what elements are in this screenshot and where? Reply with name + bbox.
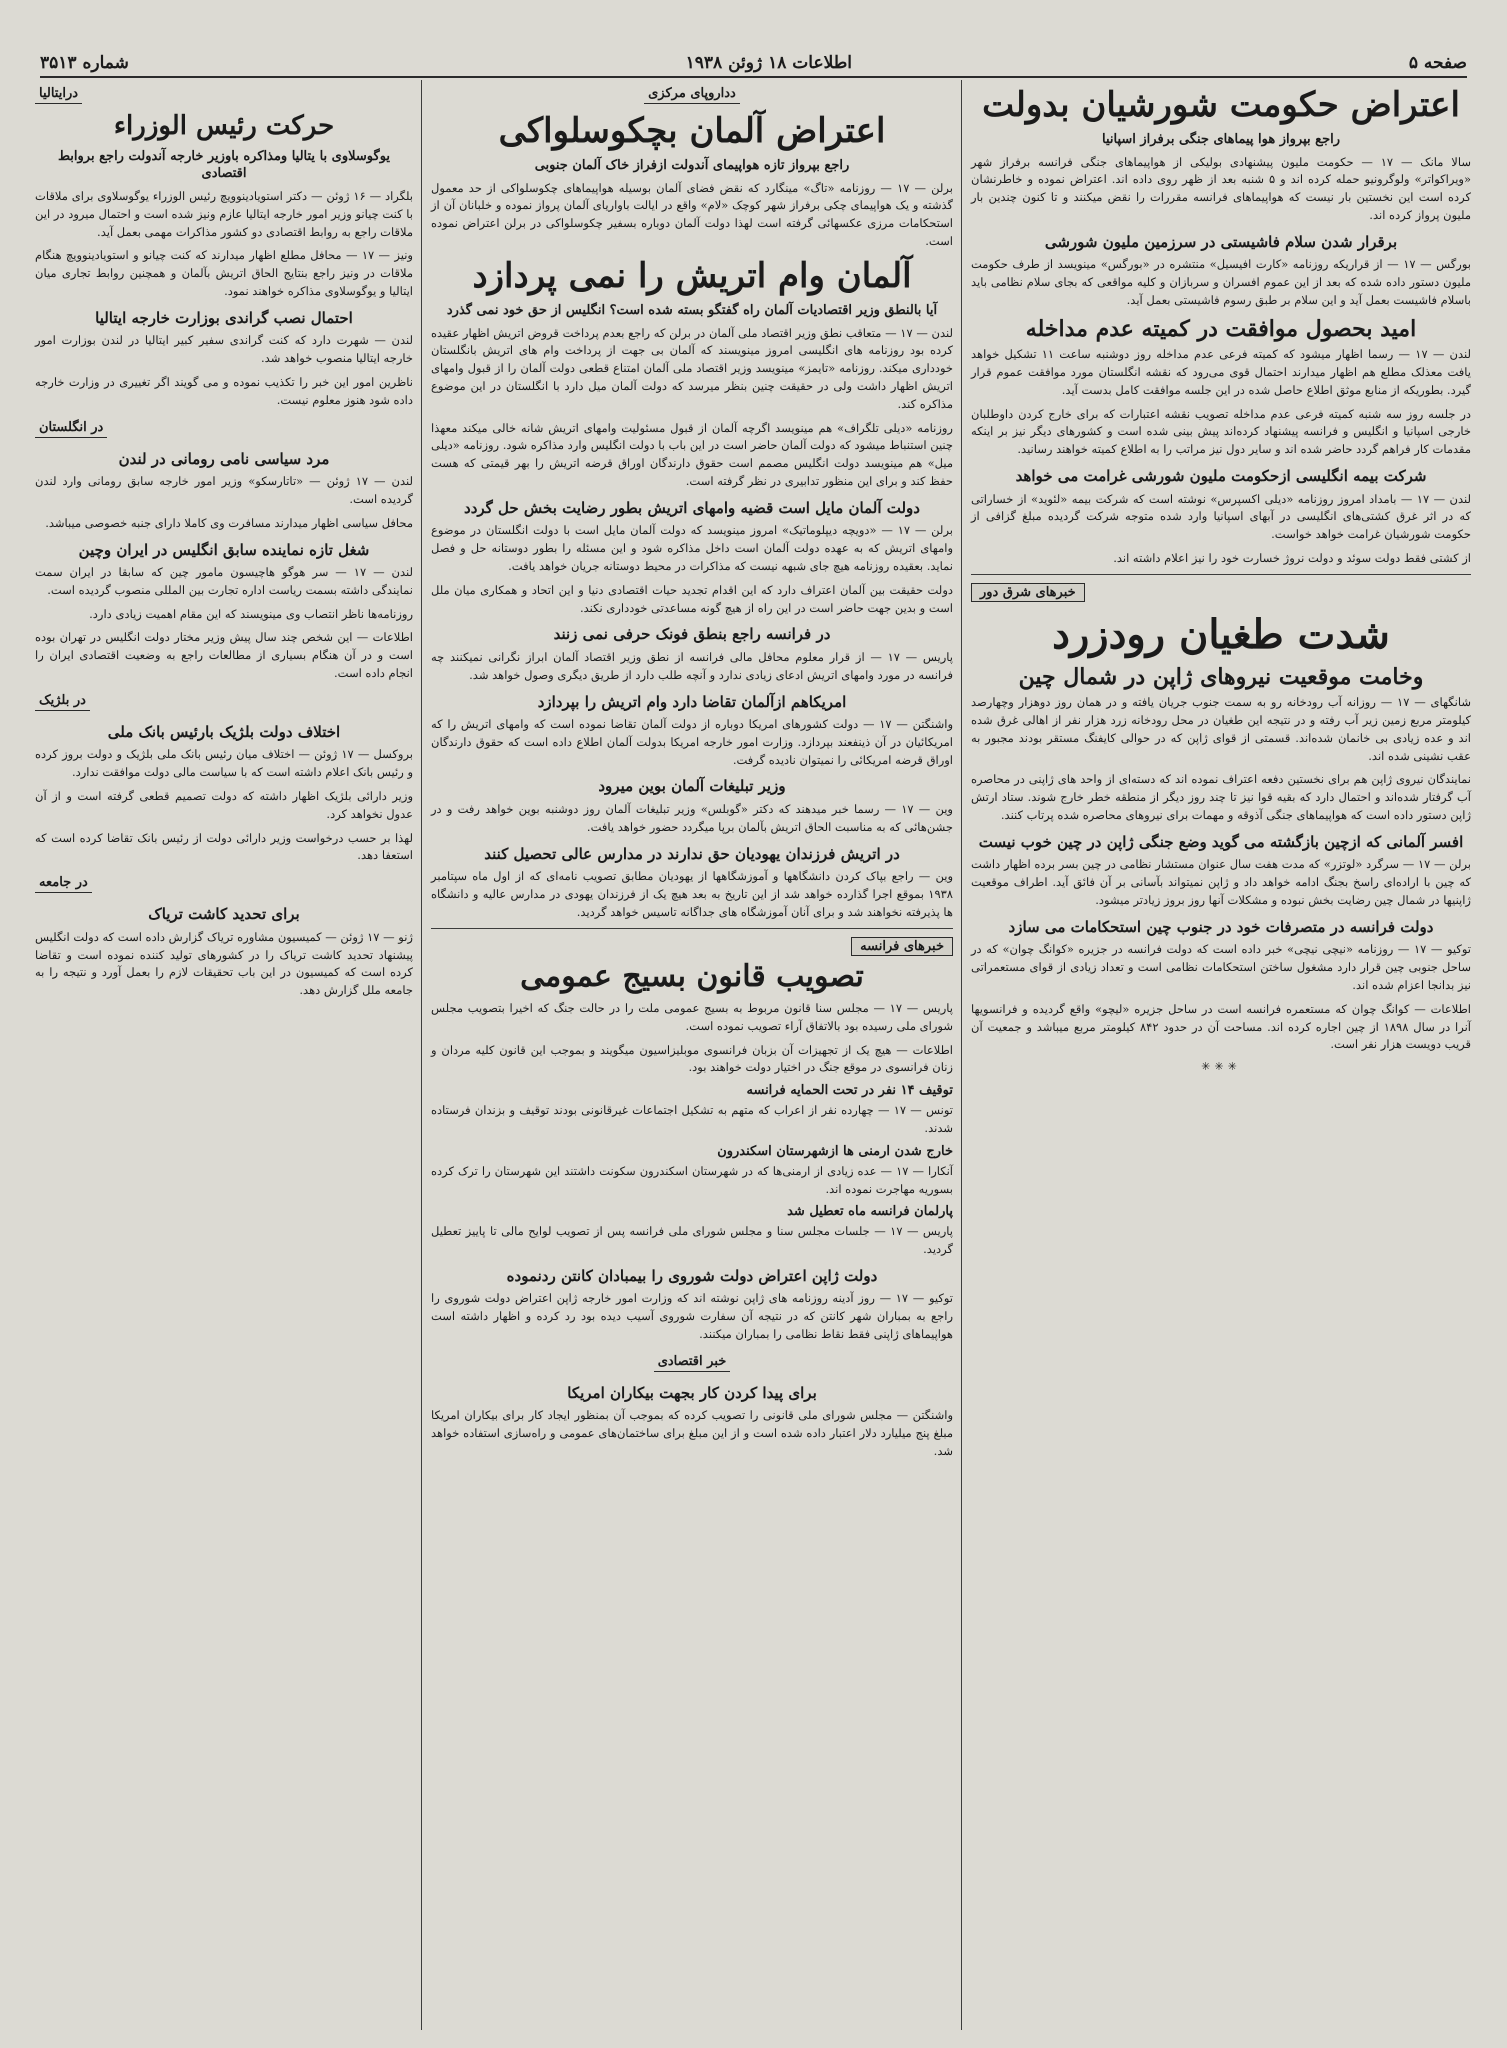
article-text: روزنامه «دیلی تلگراف» هم مینویسد اگرچه آلمان از قبول مسئولیت وامهای اتریش شانه خالی میکند معهذا چنین استنباط میشود که دولت آلمان حاضر است در این باب با دولت انگلیس وارد مذاکره شود. روزنامه «دیلی میل» هم مینویسد دولت انگلیس مصمم است حقوق دارندگان اوراق قرضه اتریش را بهر قیمتی که هست حفظ کند و برای این منظور تدابیری در نظر گرفته است. (431, 420, 953, 489)
divider (971, 574, 1471, 575)
article-text: اطلاعات — هیچ یک از تجهیزات آن بزبان فرانسوی موبلیزاسیون میگویند و بموجب این قانون کلیه مردان و زنان فرانسوی در موقع جنگ در اختیار دولت خواهند بود. (431, 1042, 953, 1075)
headline-insurance: شرکت بیمه انگلیسی ازحکومت ملیون شورشی غرامت می خواهد (1015, 467, 1427, 486)
article-text: برلن — ۱۷ — سرگرد «لوتزر» که مدت هفت سال عنوان مستشار نظامی در چین بسر برده اظهار داشت که چین با اراده‌ای راسخ بجنگ ادامه خواهد داد و ژاپن نمیتواند بآسانی بر آن فائق آید. اطراف موقعیت ژاپنیها در شمال چین رضایت بخش نبوده و مشکلات آنها روز بروز زیادتر میشود. (971, 857, 1471, 908)
article-text: از کشتی فقط دولت سوئد و دولت نروژ خسارت خود را نیز اعلام داشته اند. (1113, 551, 1471, 566)
article-text: ونیز — ۱۷ — محافل مطلع اظهار میدارند که کنت چیانو و استویادینوویچ هنگام ملاقات در ونیز راجع بنتایج الحاق اتریش بآلمان و همچنین روابط تجاری میان ایتالیا و یوگوسلاوی مذاکره خواهند نمود. (35, 248, 413, 299)
article-text: شانگهای — ۱۷ — روزانه آب رودخانه رو به سمت جنوب جریان یافته و در همان روز دوهزار وچهارصد کیلومتر مربع زمین زیر آب رفته و در نتیجه این طغیان در محل رودخانه زرد هزار نفر از اهالی غرق شده اند و عده زیادی بی خانمان شده‌اند. قسمتی از قوای ژاپن که در حوالی کایفنگ مستقر بودند مجبور به عقب نشینی شده اند. (971, 695, 1471, 763)
column-left (29, 82, 419, 2037)
headline-america-loans: امریکاهم ازآلمان تقاضا دارد وام اتریش را بپردازد (537, 692, 847, 711)
headline-jewish-students: در اتریش فرزندان یهودیان حق ندارند در مدارس عالی تحصیل کنند (484, 844, 900, 863)
article-text: پاریس — ۱۷ — جلسات مجلس سنا و مجلس شورای ملی فرانسه پس از تصویب لوایح مالی تا پاییز تعطیل گردید. (431, 1224, 953, 1257)
section-tag-economy: خبر اقتصادی (654, 1354, 731, 1372)
article-text: آنکارا — ۱۷ — عده زیادی از ارمنی‌ها که در شهرستان اسکندرون سکونت داشتند این شهرستان را ترک کرده بسوریه مهاجرت نموده اند. (431, 1163, 954, 1196)
headline-yellow-river: شدت طغیان رودزرد (1052, 610, 1390, 658)
headline-japan-soviet: دولت ژاپن اعتراض دولت شوروی را بیمبادان کانتن ردنموده (506, 1266, 878, 1285)
article-text: وین — ۱۷ — رسما خبر میدهند که دکتر «گوبلس» وزیر تبلیغات آلمان روز دوشنبه بوین خواهد رفت و در جشن‌هائی که به مناسبت الحاق اتریش بآلمان برپا میگردد حضور خواهد یافت. (431, 801, 953, 834)
article-text: دولت حقیقت بین آلمان اعتراف دارد که این اقدام تجدید حیات اقتصادی دنیا و این اتحاد و همکاری میان ملل است و بدین جهت حاضر است در این راه از هیچ گونه مساعدتی خودداری نکند. (431, 582, 953, 615)
headline-former-envoy: شغل تازه نماینده سابق انگلیس در ایران وچین (78, 540, 370, 559)
article-text: بروکسل — ۱۷ ژوئن — اختلاف میان رئیس بانک ملی بلژیک و دولت بروز کرده و رئیس بانک اعلام داشته است که با سیاست مالی دولت موافقت ندارد. (35, 747, 413, 780)
article-text: توکیو — ۱۷ — روزنامه «نیچی نیچی» خبر داده است که دولت فرانسه در جزیره «کوانگ چوان» که در ساحل جنوبی چین قرار دارد مشغول ساختن استحکامات نظامی است و تعداد زیادی از قوای مستعمراتی نیز بدانجا اعزام شده اند. (971, 942, 1472, 992)
section-tag-far-east: خبرهای شرق دور (971, 583, 1085, 602)
article-text: لندن — ۱۷ — رسما اظهار میشود که کمیته فرعی عدم مداخله روز دوشنبه ساعت ۱۱ تشکیل خواهد یافت معذلک مطلع هم اظهار میدارند احتمال قوی می‌رود که نقشه انگلستان مورد موافقت عموم قرار گیرد. بطوریکه از منابع موثق اطلاع حاصل شده در این جلسه موافقت کامل بدست آید. (971, 347, 1471, 397)
article-text: بلگراد — ۱۶ ژوئن — دکتر استویادینوویچ رئیس الوزراء یوگوسلاوی برای ملاقات با کنت چیانو وزیر امور خارجه ایتالیا عازم ونیز شده است و احتمال میرود در این ملاقات راجع به روابط اقتصادی دو کشور مذاکرات مهمی بعمل آید. (35, 188, 413, 239)
column-rule (421, 80, 422, 2030)
headline-nonintervention: امید بحصول موافقت در کمیته عدم مداخله (1025, 315, 1417, 342)
headline-germany-czech: اعتراض آلمان بچکوسلواکی (498, 111, 886, 151)
article-text: وزیر دارائی بلژیک اظهار داشته که دولت تصمیم قطعی گرفته است و از آن عدول نخواهد کرد. (35, 789, 413, 821)
column-rule (961, 80, 962, 2030)
article-text: ناظرین امور این خبر را تکذیب نموده و می گویند اگر تغییری در وزارت خارجه داده شود هنوز معلوم نیست. (35, 374, 413, 407)
divider (431, 928, 953, 929)
section-tag-france: خبرهای فرانسه (851, 937, 953, 956)
headline-parliament-recess: پارلمان فرانسه ماه تعطیل شد (787, 1204, 953, 1220)
issue-label: شماره ۳۵۱۳ (40, 53, 129, 73)
article-text: لندن — ۱۷ — متعاقب نطق وزیر اقتصاد ملی آلمان در برلن که راجع بعدم پرداخت قروض اتریش اظهار عقیده کرده بود روزنامه های انگلیسی امروز مینویسند که آلمان بی جهت از پرداخت وام های اتریش بانگلستان خودداری میکند. روزنامه «تایمز» مینویسد وزیر اقتصاد ملی آلمان امتناع قطعی دولت آلمان را از قبول وامهای اتریش اظهار داشت ولی در حقیقت چنین بنظر میرسد که دولت آلمان میل دارد با انگلستان در این موضوع مذاکره کند. (431, 325, 953, 411)
article-text: پاریس — ۱۷ — مجلس سنا قانون مربوط به بسیج عمومی ملت را در حالت جنگ که اخیرا بتصویب مجلس شورای ملی رسیده بود بالاتفاق آراء تصویب نموده است. (431, 1001, 954, 1033)
headline-french-fortifications: دولت فرانسه در متصرفات خود در جنوب چین استحکامات می سازد (1008, 917, 1434, 936)
article-text: نمایندگان نیروی ژاپن هم برای نخستین دفعه اعتراف نموده اند که دسته‌ای از واحد های ژاپنی در محاصره آب گرفتار شده‌اند و احتمال دارد که بقیه قوا نیز تا چند روز دیگر از منطقه خطر خارج شوند. ستاد ارتش ژاپن دستور داده است که هواپیماهای جنگی آذوقه و مهمات برای نیروهای محاصره شده پرتاب کنند. (971, 772, 1471, 823)
page-label: صفحه ۵ (1408, 53, 1467, 73)
article-text: توکیو — ۱۷ — روز آدینه روزنامه های ژاپن نوشته اند که وزارت امور خارجه ژاپن اعتراض دولت شوروی را راجع به بمباران شهر کانتن که در نتیجه آن سفارت شوروی آسیب دیده بود رد کرده و اظهار داشته است هواپیماهای ژاپنی فقط نقاط نظامی را بمباران میکنند. (431, 1291, 953, 1341)
article-text: واشنگتن — ۱۷ — دولت کشورهای امریکا دوباره از دولت آلمان تقاضا نموده است که وامهای اتریش را که امریکائیان در آن ذینفعند بپردازد. وزارت امور خارجه امریکا بدولت آلمان اطلاع داده است که حقوق دارندگان اوراق قرضه امریکائی را نمیتوان نادیده گرفت. (431, 717, 953, 767)
subhead-germany-czech: راجع بپرواز تازه هواپیمای آندولت ازفراز خاک آلمان جنوبی (534, 158, 850, 174)
article-text: اطلاعات — کوانگ چوان که مستعمره فرانسه است در ساحل جزیره «لیچو» واقع گردیده و فرانسویها آنرا در سال ۱۸۹۸ از چین اجاره کرده اند. مساحت آن در حدود ۸۴۲ کیلومتر مربع میباشد و جمعیت آن قریب دویست هزار نفر است. (971, 1001, 1471, 1052)
date-line: اطلاعات ۱۸ ژوئن ۱۹۳۸ (685, 53, 853, 73)
subhead-rebels: راجع بپرواز هوا پیماهای جنگی برفراز اسپانیا (1101, 132, 1340, 148)
headline-belgian-bank: اختلاف دولت بلژیک بارئیس بانک ملی (107, 722, 341, 741)
article-text: لهذا بر حسب درخواست وزیر دارائی دولت از رئیس بانک تقاضا کرده است که استعفا دهد. (35, 830, 413, 863)
article-text: برلن — ۱۷ — «دویچه دیپلوماتیک» امروز مینویسد که دولت آلمان مایل است با دولت انگلستان در موضوع وامهای اتریش که به عهده دولت آلمان است داخل مذاکره شود و این مسئله را بطور دوستانه حل و فصل نماید. بعقیده روزنامه هیچ جای شبهه نیست که مذاکرات در محیط دوستانه جریان خواهد یافت. (431, 523, 953, 573)
article-text: وین — راجع بپاک کردن دانشگاهها و آموزشگاهها از یهودیان مطابق تصویب نامه‌ای که از اول ماه سپتامبر ۱۹۳۸ بموقع اجرا گذارده خواهد شد از این تاریخ به بعد هیچ یک از فرزندان یهودی در مدارس عالیه و دانشگاه ها پذیرفته نخواهند شد و برای آنان آموزشگاه های جداگانه تاسیس خواهد گردید. (431, 869, 953, 919)
article-text: سالا مانک — ۱۷ — حکومت ملیون پیشنهادی بولیکی از هواپیماهای جنگی فرانسه برفراز شهر «ویراکواتر» ولوگرونیو حمله کرده اند و ۵ شنبه بعد از ظهر روی داده اند. اعتراض نموده و خاطرنشان کرده است این نخستین بار نیست که هواپیماهای فرانسه مقررات را نقض میکنند و تا کنون چندین بار ملیون پرواز کرده اند. (971, 154, 1471, 223)
article-text: لندن — ۱۷ — بامداد امروز روزنامه «دیلی اکسپرس» نوشته است که شرکت بیمه «لئوید» از خساراتی که در اثر غرق کشتی‌های انگلیسی در آبهای اسپانیا وارد شده متوجه شرکت گردیده مبلغ گزافی از حکومت شورشیان غرامت خواهد خواست. (971, 491, 1471, 542)
section-tag-italy: درایتالیا (35, 86, 82, 104)
subhead-austria-loans: آیا بالنطق وزیر اقتصادیات آلمان راه گفتگو بسته شده است؟ انگلیس از حق خود نمی گذرد (446, 302, 938, 318)
headline-germany-wants-settlement: دولت آلمان مایل است قضیه وامهای اتریش بطور رضایت بخش حل گردد (464, 498, 920, 517)
headline-german-officer: افسر آلمانی که ازچین بازگشته می گوید وضع جنگی ژاپن در چین خوب نیست (978, 832, 1464, 851)
headline-tunis-arrests: توقیف ۱۴ نفر در تحت الحمایه فرانسه (746, 1083, 953, 1099)
headline-france-funk: در فرانسه راجع بنطق فونک حرفی نمی زنند (553, 625, 831, 644)
article-text: اطلاعات — این شخص چند سال پیش وزیر مختار دولت انگلیس در تهران بوده است و در آن هنگام بسیاری از مطالعات راجع به وضعیت اقتصادی ایران را انجام داده است. (35, 630, 413, 681)
article-text: در جلسه روز سه شنبه کمیته فرعی عدم مداخله تصویب نقشه اعتبارات که برای خارج کردن داوطلبان خارجی اسپانیا و انگلیس و فرانسه پیشنهاد کرده‌اند پیش بینی شده است و کشورهای دیگر نیز بر اینکه مقدمات کار فراهم گردد حاضر شده اند و سایر دول نیز مراتب را به اطلاع کمیته خواهند رسانید. (971, 406, 1471, 457)
article-text: لندن — ۱۷ — سر هوگو هاچیسون مامور چین که سابقا در ایران سمت نمایندگی داشته بسمت ریاست اداره تجارت بین المللی منصوب گردیده است. (35, 565, 413, 597)
masthead (40, 50, 1467, 78)
article-text: برلن — ۱۷ — روزنامه «تاگ» مینگارد که نقض فضای آلمان بوسیله هواپیماهای چکوسلواکی از حد معمول گذشته و یک هواپیمای چکی برفراز شهر کوچک «لام» واقع در ایالت باواریای آلمان پرواز نموده و خلبانان آن از استحکامات مرزی عکسهائی گرفته است لهذا دولت آلمان دوباره بسفیر چکوسلواکی در برلن اعتراض نموده است. (431, 180, 953, 249)
article-text: بورگس — ۱۷ — از قراریکه روزنامه «کارت افیسیل» منتشره در «بورگس» مینویسد از طرف حکومت ملیون دستور داده شده که بعد از این عموم افسران و سربازان و کلیه مواقعی که بجای سلام نظامی باید باسلام فاشیست بعمل آید و این سلام بر طبق رسوم فاشیستی بعمل آید. (971, 257, 1471, 308)
article-text: پاریس — ۱۷ — از قرار معلوم محافل مالی فرانسه از نطق وزیر اقتصاد آلمان ابراز نگرانی نمیکنند چه فرانسه در مورد وامهای اتریش ادعای زیادی ندارد و آنچه طلب دارد از طریق دیگری وصول خواهد شد. (431, 649, 953, 682)
headline-romanian: مرد سیاسی نامی رومانی در لندن (118, 449, 330, 468)
column-middle (425, 82, 959, 2037)
headline-armenians: خارج شدن ارمنی ها ازشهرستان اسکندرون (717, 1143, 953, 1159)
subhead-japan-north-china: وخامت موقعیت نیروهای ژاپن در شمال چین (1018, 663, 1424, 690)
headline-prime-minister: حرکت رئیس الوزراء (113, 111, 335, 141)
subhead-yugoslavia: یوگوسلاوی با یتالیا ومذاکره باوزیر خارجه آندولت راجع بروابط اقتصادی (57, 148, 391, 182)
headline-unemployed: برای پیدا کردن کار بجهت بیکاران امریکا (567, 1383, 817, 1402)
article-text: روزنامه‌ها ناظر انتصاب وی مینویسند که این مقام اهمیت زیادی دارد. (89, 606, 413, 621)
headline-austria-loans: آلمان وام اتریش را نمی پردازد (472, 255, 912, 296)
ornament: ✳✳✳ (1201, 1060, 1241, 1074)
headline-goebbels: وزیر تبلیغات آلمان بوین میرود (598, 777, 786, 796)
article-text: تونس — ۱۷ — چهارده نفر از اعراب که متهم به تشکیل اجتماعات غیرقانونی بودند توقیف و بزندان فرستاده شدند. (431, 1103, 953, 1135)
column-right (965, 82, 1477, 2037)
headline-grandi: احتمال نصب گراندی بوزارت خارجه ایتالیا (95, 308, 353, 327)
article-text: لندن — شهرت دارد که کنت گراندی سفیر کبیر ایتالیا در لندن بوزارت امور خارجه ایتالیا منصوب خواهد شد. (35, 333, 413, 366)
article-text: محافل سیاسی اظهار میدارند مسافرت وی کاملا دارای جنبه خصوصی میباشد. (45, 515, 413, 530)
headline-rebels-protest: اعتراض حکومت شورشیان بدولت (982, 85, 1460, 125)
section-tag-league: در جامعه (35, 875, 92, 893)
headline-fascist-salute: برقرار شدن سلام فاشیستی در سرزمین ملیون شورشی (1044, 232, 1398, 251)
article-text: لندن — ۱۷ ژوئن — «تاتارسکو» وزیر امور خارجه سابق رومانی وارد لندن گردیده است. (35, 474, 413, 506)
headline-mobilization: تصویب قانون بسیج عمومی (520, 958, 864, 994)
section-tag-belgium: در بلژیک (35, 693, 90, 711)
article-text: ژنو — ۱۷ ژوئن — کمیسیون مشاوره تریاک گزارش داده است که دولت انگلیس پیشنهاد تحدید کاشت تریاک را در کشورهای تولید کننده نموده است و تقاضا کرده است که کمیسیون در این باب تحقیقات لازم را بعمل آورد و نتیجه را به جامعه ملل گزارش دهد. (35, 929, 413, 998)
headline-opium: برای تحدید کاشت تریاک (148, 905, 300, 924)
section-tag-central-europe: دداروپای مرکزی (644, 86, 740, 104)
section-tag-england: در انگلستان (35, 420, 107, 438)
article-text: واشنگتن — مجلس شورای ملی قانونی را تصویب کرده که بموجب آن بمنظور ایجاد کار برای بیکاران امریکا مبلغ پنج میلیارد دلار اعتبار داده شده است و از این مبلغ برای ساختمان‌های عمومی و راه‌سازی استفاده خواهد شد. (431, 1408, 953, 1458)
